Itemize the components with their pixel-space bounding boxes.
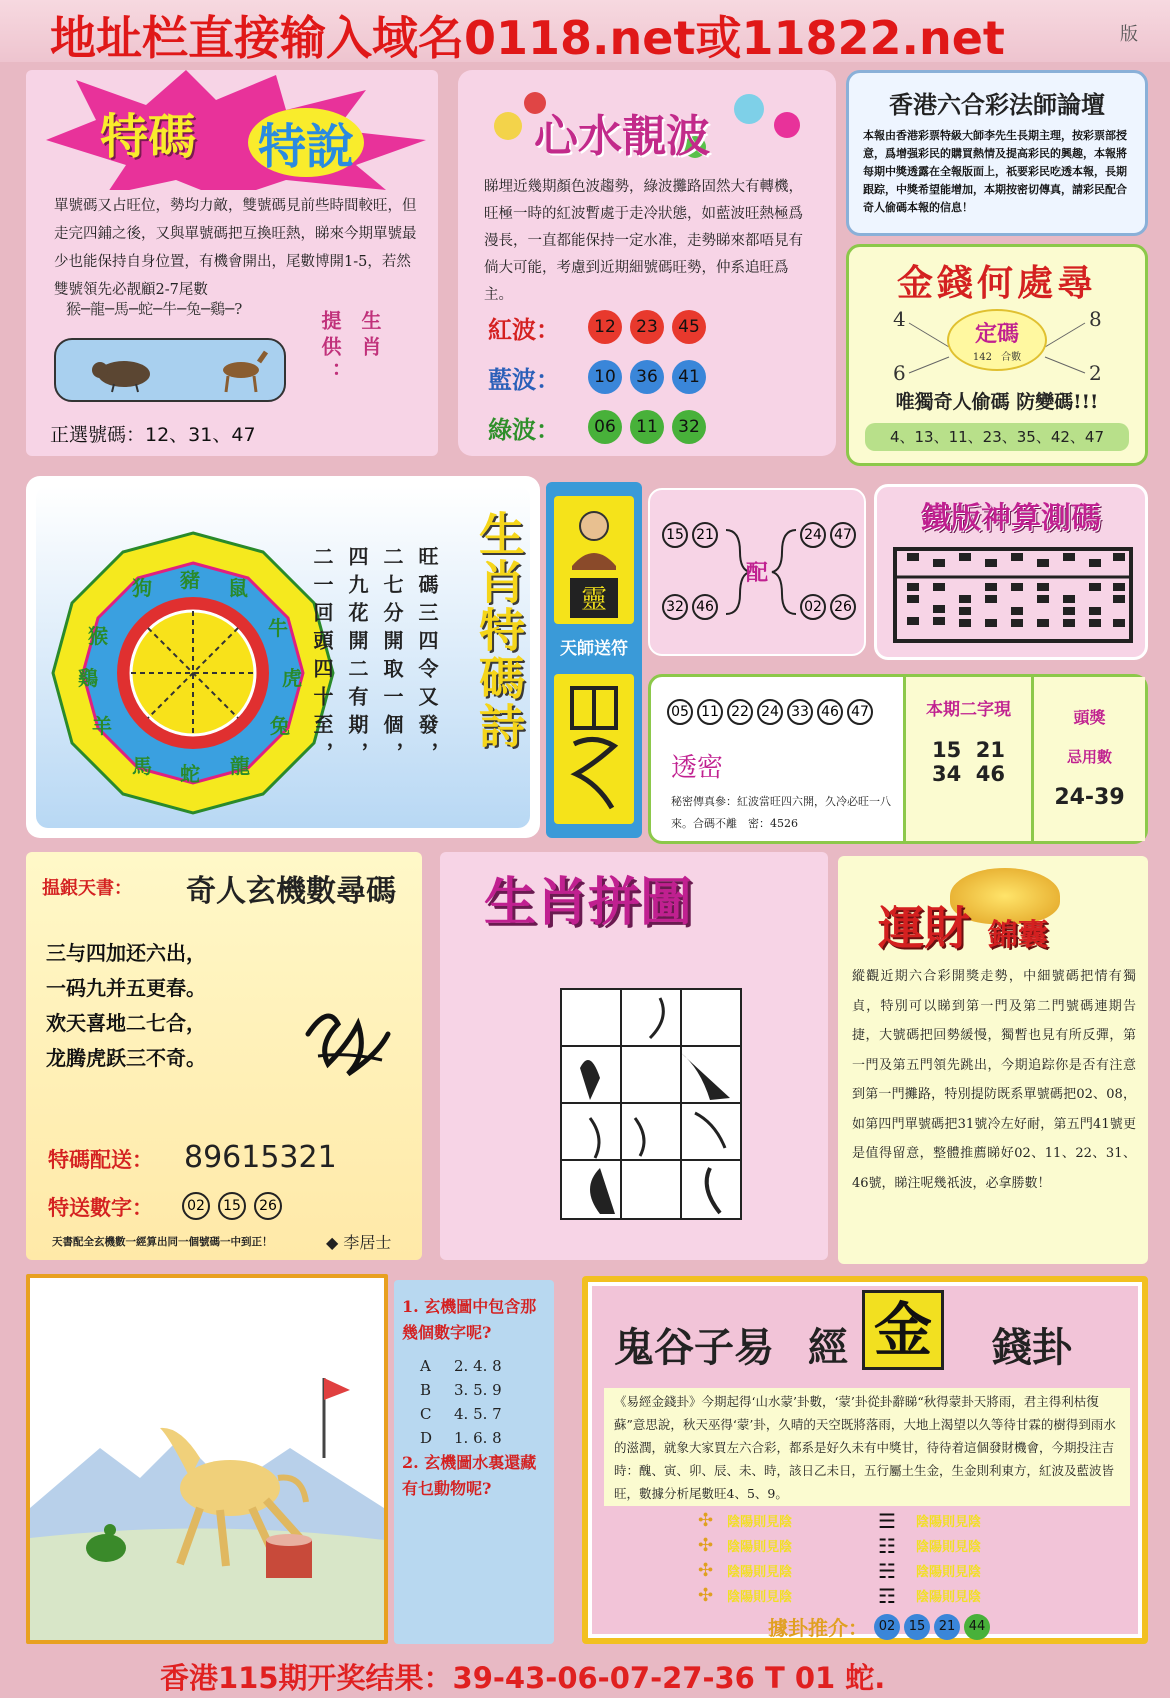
money-small-num: 142 (972, 352, 992, 363)
talisman-panel (546, 482, 642, 838)
money-title: 金錢何處尋 (896, 262, 1097, 304)
money-n6: 6 (893, 361, 906, 385)
yin-symbol-icon: ✣ (698, 1560, 714, 1581)
push-ball: 15 (904, 1614, 930, 1640)
talisman-charm-box (554, 674, 634, 824)
yinyang-row (698, 1533, 792, 1558)
silver-tema-value: 89615321 (184, 1140, 337, 1175)
red-ball-1: 12 (588, 310, 622, 344)
poem-col-1: 旺碼三四令又發， (415, 546, 439, 770)
trigram-line-icon: ☵ (878, 1558, 896, 1583)
pair-ball: 46 (692, 594, 718, 620)
secret-two-box (903, 677, 1031, 841)
secret-two-line2: 34 46 (931, 762, 1006, 786)
red-ball-2: 23 (630, 310, 664, 344)
master-title: 香港六合彩法師論壇 (889, 90, 1105, 119)
red-wave-label: 紅波： (488, 314, 560, 344)
tema-title-b: 特說 (248, 108, 364, 177)
yin-symbol-icon: ✣ (698, 1535, 714, 1556)
silver-foot: 天書配全玄機數一經算出同一個號碼一中到正！ (52, 1236, 273, 1248)
tema-selected: 正選號碼：12、31、47 (50, 424, 256, 446)
money-n4: 4 (893, 307, 906, 331)
abacus-panel (874, 484, 1148, 660)
yinyang-row (878, 1508, 981, 1533)
top-banner (0, 0, 1170, 65)
pair-ball: 26 (830, 594, 856, 620)
send-ring: 15 (218, 1192, 246, 1220)
tema-title-a: 特碼 (100, 109, 197, 165)
fortune-title-a: 運財 (878, 901, 970, 955)
animal-illustration (56, 340, 288, 404)
puzzle-grid (560, 988, 742, 1220)
silver-line-1: 三与四加还六出， (46, 941, 206, 965)
svg-text:靈: 靈 (580, 585, 608, 615)
secret-ring: 05 (667, 699, 693, 725)
abacus-title: 鐵版神算測碼 (921, 501, 1101, 536)
guigu-gold-badge (862, 1290, 944, 1370)
blue-wave-label: 藍波： (488, 364, 560, 394)
animal-image-box (54, 338, 286, 402)
option-value: 1. 6. 8 (454, 1429, 502, 1447)
wave-row-red (488, 302, 808, 352)
painting-panel (26, 1274, 388, 1644)
zodiac-pig: 豬 (180, 568, 200, 592)
silver-panel (26, 852, 422, 1260)
quiz-q1: 1. 玄機圖中包含那幾個數字呢? (402, 1297, 537, 1342)
yin-symbol-icon: ✣ (698, 1510, 714, 1531)
pair-label: 配 (746, 560, 769, 586)
yinyang-text: 陰陽則見陰 (915, 1565, 981, 1580)
secret-ring: 33 (787, 699, 813, 725)
puzzle-title: 生肖拼圖 (484, 872, 693, 933)
secret-ring: 22 (727, 699, 753, 725)
poem-col-3: 四九花開二有期， (345, 546, 369, 770)
push-ball: 02 (874, 1614, 900, 1640)
zodiac-snake: 蛇 (180, 762, 200, 786)
secret-ring: 46 (817, 699, 843, 725)
quiz-options (420, 1354, 502, 1450)
push-ball: 21 (934, 1614, 960, 1640)
yinyang-right (878, 1508, 981, 1608)
secret-tail-box (1031, 677, 1145, 841)
yinyang-text: 陰陽則見陰 (915, 1515, 981, 1530)
secret-panel (648, 674, 1148, 844)
trigram-line-icon: ☰ (878, 1508, 896, 1533)
money-n8: 8 (1089, 307, 1102, 331)
money-numbers: 4、13、11、23、35、42、47 (865, 423, 1129, 451)
silver-line-2: 一码九并五更春。 (46, 976, 206, 1000)
wave-row-blue (488, 352, 808, 402)
puzzle-panel (440, 852, 828, 1260)
zodiac-dragon: 龍 (230, 754, 250, 778)
yinyang-row (698, 1558, 792, 1583)
sage-figure-icon (554, 496, 634, 624)
poem-col-4: 二一回頭四十至， (310, 546, 334, 770)
horse-painting (30, 1278, 384, 1640)
pair-ball: 24 (800, 522, 826, 548)
guigu-title-d: 錢卦 (992, 1324, 1072, 1371)
money-center-text: 定碼 (974, 321, 1019, 347)
tema-body: 單號碼又占旺位，勢均力敵，雙號碼見前些時間較旺，但走完四鋪之後，又與單號碼把互換旺熱，睇來今期單號最少也能保持自身位置，有機會開出，尾數博開1-5，若然雙號領先必靓顧2-7尾數 (54, 198, 417, 298)
green-ball-3: 32 (672, 410, 706, 444)
blue-ball-2: 36 (630, 360, 664, 394)
green-wave-label: 綠波： (488, 414, 560, 444)
green-ball-2: 11 (630, 410, 664, 444)
yinyang-row (878, 1533, 981, 1558)
send-ring: 02 (182, 1192, 210, 1220)
quiz-panel (394, 1280, 554, 1644)
tema-animals-line: 猴─龍─馬─蛇─牛─兔─鷄─? (66, 300, 243, 318)
trigram-line-icon: ☶ (878, 1583, 896, 1608)
silver-tema-label: 特碼配送： (48, 1147, 153, 1172)
money-n2: 2 (1089, 361, 1102, 385)
quiz-option-c (420, 1402, 502, 1426)
silver-poem (46, 936, 206, 1076)
yinyang-text: 陰陽則見陰 (915, 1540, 981, 1555)
master-panel (846, 70, 1148, 236)
wave-rows (488, 302, 808, 452)
zodiac-tiger: 虎 (282, 666, 302, 690)
banner-edge-char: 版 (1120, 24, 1138, 45)
guigu-body: 《易經金錢卦》今期起得‘山水蒙’卦數，‘蒙’卦從卦辭睇“秋得蒙卦天將雨，君主得利枯復蘇”意思說，秋天巫得‘蒙’卦，久晴的天空既將落雨，大地上渴望以久等待甘霖的樹得到雨水的滋潤，就象大家買左六合彩，都系是好久未有中獎甘，待待着這個發財機會，今期投注吉時：醜、寅、卯、辰、未、時，該日乙未日，五行屬土生金，生金則利東方，紅波及藍波皆旺，數據分析尾數旺4、5、9。 (604, 1388, 1130, 1506)
yinyang-text: 陰陽則見陰 (915, 1590, 981, 1605)
yinyang-row (698, 1508, 792, 1533)
quiz-option-a (420, 1354, 502, 1378)
tema-provide-label: 提供： (318, 310, 342, 388)
talisman-figure-box (554, 496, 634, 624)
trigram-line-icon: ☷ (878, 1533, 896, 1558)
zodiac-rat: 鼠 (228, 576, 248, 600)
guigu-title-c: 金 (873, 1296, 932, 1364)
pair-ball: 47 (830, 522, 856, 548)
zodiac-poem (308, 546, 442, 786)
charm-glyph-icon (554, 674, 634, 824)
waves-body: 睇埋近幾期顏色波趨勢，綠波攤路固然大有轉機，旺極一時的紅波暫處于走冷狀態，如藍波旺熱極爲漫長，一直都能保持一定水准，走勢睇來都唔見有倘大可能，考慮到近期細號碼旺勢，仲系追旺爲主。 (484, 179, 803, 303)
footer-result: 香港115期开奖结果：39-43-06-07-27-36 T 01 蛇. (160, 1661, 886, 1695)
pair-ball: 02 (800, 594, 826, 620)
quiz-option-d (420, 1426, 502, 1450)
secret-tail-value: 24-39 (1054, 785, 1125, 810)
zodiac-dog: 狗 (132, 576, 152, 600)
secret-tail-sub: 忌用數 (1066, 748, 1112, 766)
blue-ball-1: 10 (588, 360, 622, 394)
secret-two-title: 本期二字現 (926, 700, 1011, 720)
red-ball-3: 45 (672, 310, 706, 344)
yinyang-text: 陰陽則見陰 (727, 1515, 793, 1530)
guigu-title-b: 經 (808, 1324, 848, 1371)
zodiac-poem-title: 生肖特碼詩 (472, 510, 526, 750)
yinyang-left (698, 1508, 792, 1608)
money-slogan: 唯獨奇人偷碼 防變碼!!! (895, 391, 1099, 413)
secret-ring: 24 (757, 699, 783, 725)
blue-ball-3: 41 (672, 360, 706, 394)
poem-col-2: 二七分開取一個， (380, 546, 404, 770)
zodiac-monkey: 猴 (88, 624, 108, 648)
secret-rings (665, 699, 875, 725)
secret-text: 秘密傳真參：紅波當旺四六開，久冷必旺一八來。合碼不離 密：4526 (671, 795, 891, 830)
secret-label: 透密 (671, 753, 724, 783)
secret-tail-title: 頭獎 (1073, 708, 1106, 727)
pairing-panel (648, 488, 866, 656)
yinyang-text: 陰陽則見陰 (727, 1540, 793, 1555)
silver-title: 奇人玄機數尋碼 (186, 874, 396, 909)
silver-send-label: 特送數字： (48, 1195, 153, 1220)
money-small-label: 合數 (1001, 352, 1022, 363)
guigu-push (768, 1612, 990, 1641)
option-value: 2. 4. 8 (454, 1357, 502, 1375)
tema-shengxiao-label: 生肖 (358, 310, 382, 362)
waves-title: 心水靚波 (534, 111, 710, 162)
yinyang-text: 陰陽則見陰 (727, 1565, 793, 1580)
waves-title-badge (484, 88, 814, 168)
push-ball: 44 (964, 1614, 990, 1640)
fortune-title-b: 錦囊 (988, 918, 1048, 953)
option-key: A (420, 1357, 431, 1375)
pair-ball: 21 (692, 522, 718, 548)
zodiac-rooster: 鷄 (78, 666, 98, 690)
zodiac-rabbit: 兔 (270, 714, 290, 738)
guigu-panel (582, 1276, 1148, 1644)
zodiac-panel (26, 476, 540, 838)
fortune-body: 縱觀近期六合彩開獎走勢，中細號碼把情有獨貞，特別可以睇到第一門及第二門號碼連期告捷，大號碼把回勢緩慢，獨暫也見有所反彈，第一門及第五門領先跳出，今期追踪你是否有注意到第一門攤路，特別提防既系單號碼把02、08，如第四門單號碼把31號冷左好耐，第五門41號更是值得留意，整體推薦睇好02、11、22、31、46號，睇注呢幾祇波，必拿勝數！ (852, 969, 1136, 1191)
banner-text: 地址栏直接输入域名0118.net或11822.net (50, 11, 1005, 65)
money-panel (846, 244, 1148, 466)
yinyang-text: 陰陽則見陰 (727, 1590, 793, 1605)
push-label: 據卦推介： (768, 1616, 868, 1640)
secret-ring: 11 (697, 699, 723, 725)
quiz-option-b (420, 1378, 502, 1402)
yinyang-row (878, 1558, 981, 1583)
waves-panel (458, 70, 836, 456)
guigu-title-a: 鬼谷子易 (614, 1324, 774, 1371)
zodiac-ox: 牛 (268, 616, 288, 640)
silver-author: ◆ 李居士 (326, 1233, 392, 1252)
option-value: 3. 5. 9 (454, 1381, 502, 1399)
silver-tag: 揾銀天書： (42, 878, 132, 899)
talisman-label: 天師送符 (560, 639, 628, 659)
tema-panel (26, 70, 438, 456)
secret-ring: 47 (847, 699, 873, 725)
silver-line-4: 龙腾虎跃三不奇。 (46, 1046, 206, 1070)
fortune-panel (838, 856, 1148, 1264)
option-key: C (420, 1405, 432, 1423)
zodiac-horse: 馬 (132, 754, 152, 778)
green-ball-1: 06 (588, 410, 622, 444)
zodiac-labels (48, 528, 338, 818)
send-ring: 26 (254, 1192, 282, 1220)
option-key: D (420, 1429, 433, 1447)
starburst-shape (26, 70, 438, 190)
wave-row-green (488, 402, 808, 452)
secret-two-line1: 15 21 (931, 738, 1006, 762)
master-body: 本報由香港彩票特級大師李先生長期主理，按彩票部授意，爲增强彩民的購買熱情及提高彩民的興趣，本報將每期中獎透露在全報版面上，祇要彩民吃透本報，長期跟踪，中獎希望能增加，本期按密切傳真，請彩民配合奇人偷碼本報的信息！ (863, 129, 1127, 214)
zodiac-goat: 羊 (92, 714, 112, 738)
option-key: B (420, 1381, 432, 1399)
yinyang-row (878, 1583, 981, 1608)
money-center-badge (947, 309, 1047, 371)
yinyang-row (698, 1583, 792, 1608)
quiz-q2: 2. 玄機圖水裏還藏有乜動物呢? (402, 1453, 537, 1498)
pair-ball: 32 (662, 594, 688, 620)
silver-line-3: 欢天喜地二七合， (46, 1011, 206, 1035)
abacus-icon (893, 547, 1133, 643)
yin-symbol-icon: ✣ (698, 1585, 714, 1606)
option-value: 4. 5. 7 (454, 1405, 502, 1423)
pair-ball: 15 (662, 522, 688, 548)
silver-send-nums (180, 1192, 284, 1220)
calligraphy-signature-icon (298, 994, 398, 1084)
